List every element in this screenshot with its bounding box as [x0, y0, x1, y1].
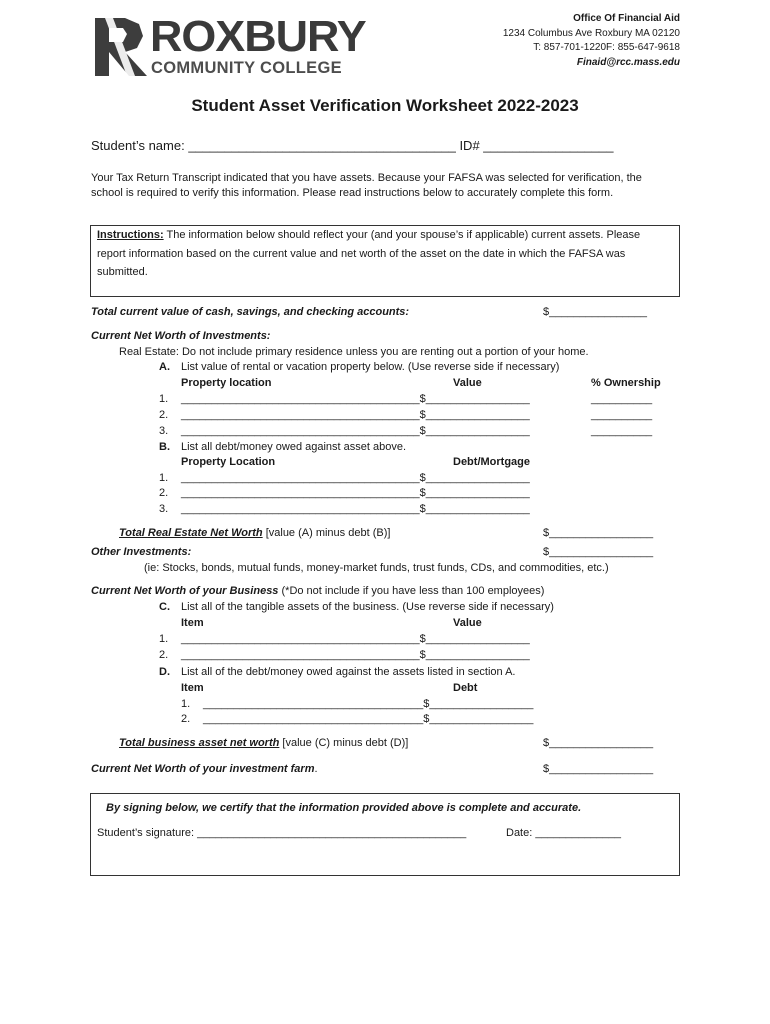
section-c-letter: C. [159, 601, 170, 613]
student-name-id-line[interactable]: Student’s name: _____________________________________ ID# __________________ [91, 138, 614, 153]
farm-blank[interactable]: $_________________ [543, 763, 654, 775]
total-business-note: [value (C) minus debt (D)] [279, 737, 409, 749]
certify-statement: By signing below, we certify that the information provided above is complete and accurate. [106, 802, 582, 814]
date-line[interactable]: Date: ______________ [506, 827, 621, 839]
college-logo-mark [95, 16, 147, 76]
row-a-num: 1. [159, 393, 169, 405]
total-real-estate-blank[interactable]: $_________________ [543, 527, 654, 539]
investments-heading: Current Net Worth of Investments: [91, 330, 271, 342]
office-address: 1234 Columbus Ave Roxbury MA 02120 [502, 27, 680, 39]
student-signature-line[interactable]: Student’s signature: ____________________________________________ [97, 827, 467, 839]
office-contact-block [503, 12, 680, 70]
row-d-line[interactable]: ____________________________________$_________________ [203, 713, 534, 725]
logo-subtitle: COMMUNITY COLLEGE [151, 59, 342, 77]
cash-label: Total current value of cash, savings, and checking accounts: [91, 306, 410, 318]
instructions-label: Instructions: [97, 229, 164, 241]
office-phone: T: 857-701-1220F: 855-647-9618 [533, 42, 680, 53]
section-c-text: List all of the tangible assets of the business. (Use reverse side if necessary) [181, 601, 554, 613]
col-debt-mortgage: Debt/Mortgage [453, 456, 530, 468]
instructions-line-3: submitted. [97, 266, 148, 278]
business-heading: Current Net Worth of your Business [91, 585, 279, 597]
col-property-location: Property location [181, 377, 272, 389]
section-b-letter: B. [159, 441, 170, 453]
other-investments-note: (ie: Stocks, bonds, mutual funds, money-market funds, trust funds, CDs, and commodities, etc.) [144, 562, 609, 574]
row-a-ownership[interactable]: __________ [591, 425, 653, 437]
section-b-text: List all debt/money owed against asset above. [181, 441, 407, 453]
row-b-num: 2. [159, 487, 169, 499]
row-b-num: 3. [159, 503, 169, 515]
section-d-text: List all of the debt/money owed against the assets listed in section A. [181, 666, 516, 678]
col-property-location-b: Property Location [181, 456, 276, 468]
col-debt: Debt [453, 682, 478, 694]
col-item: Item [181, 617, 204, 629]
col-value: Value [453, 377, 482, 389]
row-c-line[interactable]: _______________________________________$_________________ [181, 649, 530, 661]
total-real-estate-label: Total Real Estate Net Worth [119, 527, 263, 539]
total-business-blank[interactable]: $_________________ [543, 737, 654, 749]
intro-line-1: Your Tax Return Transcript indicated that you have assets. Because your FAFSA was selected for verification, the [91, 172, 642, 184]
col-value-c: Value [453, 617, 482, 629]
farm-period: . [314, 763, 318, 775]
instructions-line-1 [97, 229, 640, 241]
col-item-d: Item [181, 682, 204, 694]
other-investments-blank[interactable]: $_________________ [543, 546, 654, 558]
business-heading-note: (*Do not include if you have less than 100 employees) [278, 585, 545, 597]
office-email: Finaid@rcc.mass.edu [576, 56, 680, 68]
other-investments-label: Other Investments: [91, 546, 192, 558]
row-a-ownership[interactable]: __________ [591, 409, 653, 421]
row-b-line[interactable]: _______________________________________$_________________ [181, 503, 530, 515]
row-a-line[interactable]: _______________________________________$_________________ [181, 409, 530, 421]
instructions-text-1: The information below should reflect your (and your spouse’s if applicable) current assets. Please [163, 229, 641, 241]
row-b-num: 1. [159, 472, 169, 484]
section-a-letter: A. [159, 361, 170, 373]
total-business-label: Total business asset net worth [119, 737, 280, 749]
section-a-text: List value of rental or vacation property below. (Use reverse side if necessary) [181, 361, 560, 373]
row-c-num: 2. [159, 649, 169, 661]
total-business-line [119, 737, 408, 749]
row-d-num: 2. [181, 713, 191, 725]
col-ownership: % Ownership [591, 377, 661, 389]
row-a-num: 2. [159, 409, 169, 421]
row-a-line[interactable]: _______________________________________$_________________ [181, 425, 530, 437]
row-b-line[interactable]: _______________________________________$_________________ [181, 487, 530, 499]
row-c-num: 1. [159, 633, 169, 645]
farm-line [91, 763, 318, 775]
intro-line-2: school is required to verify this information. Please read instructions below to accurately complete this form. [91, 187, 614, 199]
business-heading-line [91, 585, 544, 597]
real-estate-note: Real Estate: Do not include primary residence unless you are renting out a portion of your home. [119, 346, 589, 358]
row-b-line[interactable]: _______________________________________$_________________ [181, 472, 530, 484]
section-d-letter: D. [159, 666, 170, 678]
page-title: Student Asset Verification Worksheet 2022-2023 [191, 96, 579, 115]
cash-blank[interactable]: $________________ [543, 306, 648, 318]
row-a-ownership[interactable]: __________ [591, 393, 653, 405]
row-d-num: 1. [181, 698, 191, 710]
logo-wordmark: ROXBURY [150, 12, 366, 61]
row-a-num: 3. [159, 425, 169, 437]
row-a-line[interactable]: _______________________________________$_________________ [181, 393, 530, 405]
instructions-line-2: report information based on the current value and net worth of the asset on the date in which the FAFSA was [97, 248, 626, 260]
office-name: Office Of Financial Aid [573, 13, 680, 24]
row-c-line[interactable]: _______________________________________$_________________ [181, 633, 530, 645]
farm-label: Current Net Worth of your investment farm [91, 763, 315, 775]
total-real-estate-line [119, 527, 390, 539]
row-d-line[interactable]: ____________________________________$_________________ [203, 698, 534, 710]
total-real-estate-note: [value (A) minus debt (B)] [262, 527, 391, 539]
